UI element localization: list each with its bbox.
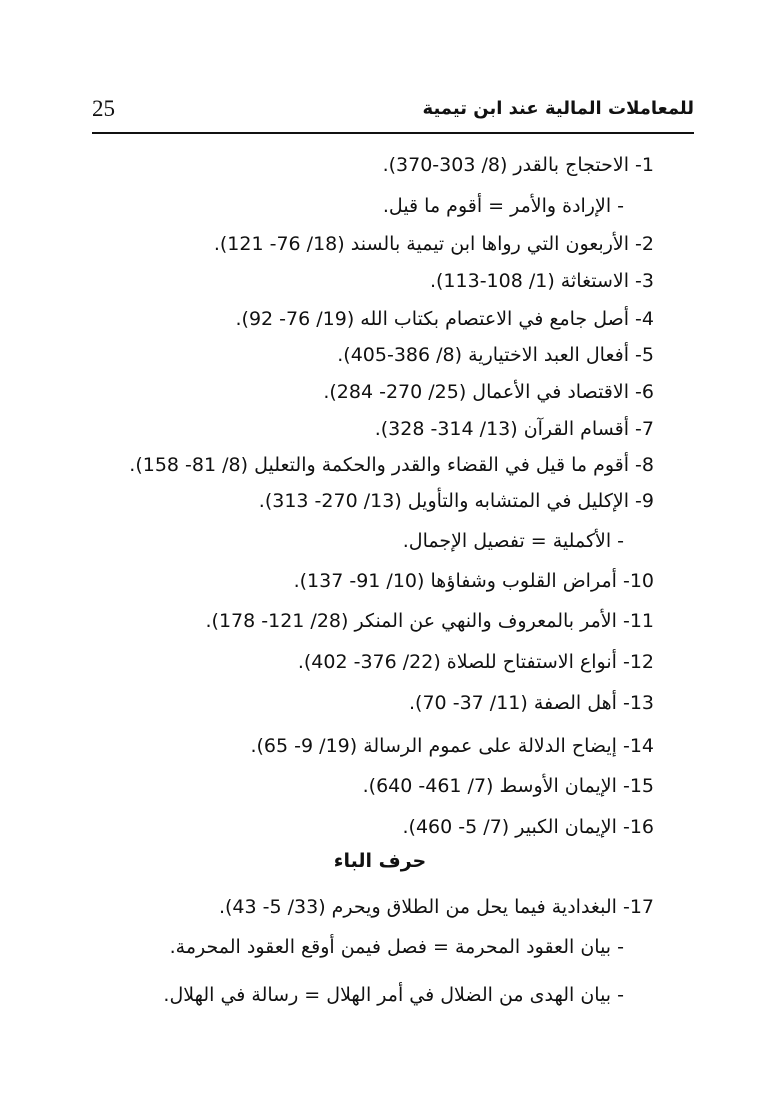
list-item: 11- الأمر بالمعروف والنهي عن المنكر (28/ 121- 178). <box>205 610 654 632</box>
list-item: 4- أصل جامع في الاعتصام بكتاب الله (19/ 76- 92). <box>235 308 654 330</box>
page-header <box>92 92 694 134</box>
list-subitem: - بيان العقود المحرمة = فصل فيمن أوقع العقود المحرمة. <box>169 936 624 958</box>
list-item: 16- الإيمان الكبير (7/ 5- 460). <box>402 816 654 838</box>
list-item: 12- أنواع الاستفتاح للصلاة (22/ 376- 402). <box>297 651 654 673</box>
page-number: 25 <box>92 96 115 121</box>
list-subitem: - بيان الهدى من الضلال في أمر الهلال = رسالة في الهلال. <box>163 984 624 1006</box>
list-item: 15- الإيمان الأوسط (7/ 461- 640). <box>362 775 654 797</box>
list-item: 2- الأربعون التي رواها ابن تيمية بالسند (18/ 76- 121). <box>213 233 654 255</box>
list-item: 3- الاستغاثة (1/ 108-113). <box>429 270 654 292</box>
list-item: 1- الاحتجاج بالقدر (8/ 303-370). <box>382 154 654 176</box>
list-item: 5- أفعال العبد الاختيارية (8/ 386-405). <box>337 344 654 366</box>
list-item: 10- أمراض القلوب وشفاؤها (10/ 91- 137). <box>293 570 654 592</box>
list-subitem: - الإرادة والأمر = أقوم ما قيل. <box>382 195 624 217</box>
list-item: 7- أقسام القرآن (13/ 314- 328). <box>374 418 654 440</box>
list-item: 6- الاقتصاد في الأعمال (25/ 270- 284). <box>323 381 654 403</box>
list-item: 13- أهل الصفة (11/ 37- 70). <box>409 692 654 714</box>
section-heading: حرف الباء <box>333 850 427 872</box>
running-title: للمعاملات المالية عند ابن تيمية <box>422 98 694 119</box>
list-item: 14- إيضاح الدلالة على عموم الرسالة (19/ 9- 65). <box>250 735 654 757</box>
list-item: 17- البغدادية فيما يحل من الطلاق ويحرم (33/ 5- 43). <box>218 896 654 918</box>
list-subitem: - الأكملية = تفصيل الإجمال. <box>402 530 624 552</box>
list-item: 9- الإكليل في المتشابه والتأويل (13/ 270- 313). <box>258 490 654 512</box>
list-item: 8- أقوم ما قيل في القضاء والقدر والحكمة والتعليل (8/ 81- 158). <box>129 454 654 476</box>
